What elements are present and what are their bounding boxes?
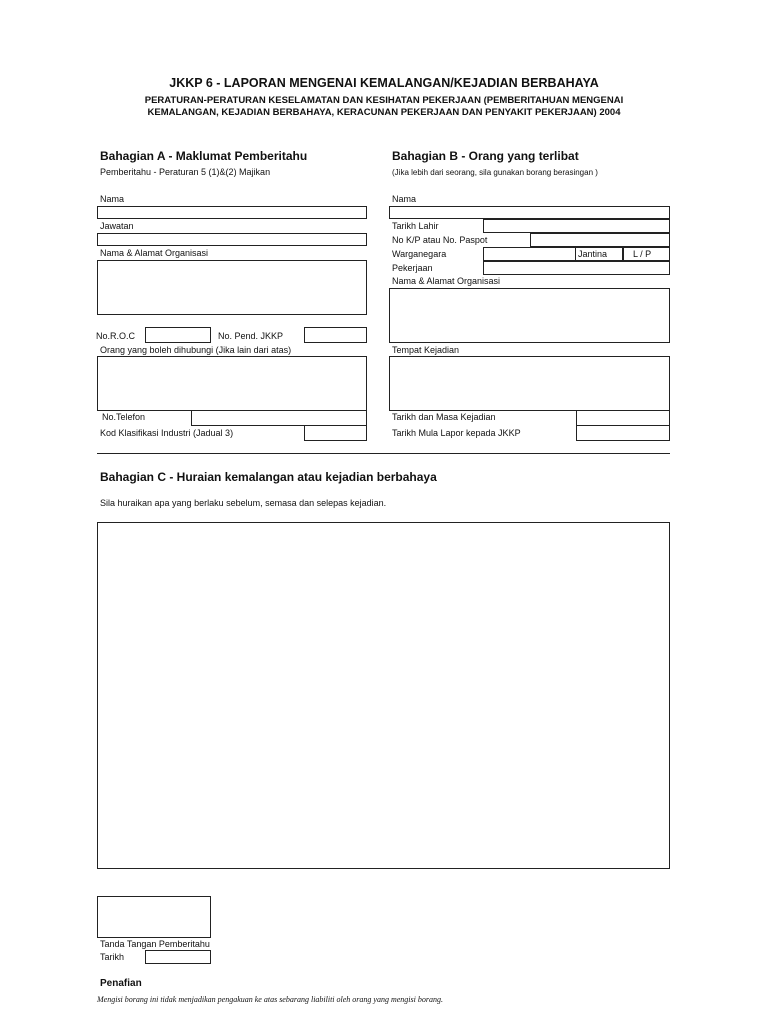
label-tanda-tangan: Tanda Tangan Pemberitahu bbox=[100, 939, 210, 949]
orang-dihubungi-field[interactable] bbox=[97, 356, 367, 411]
pekerjaan-field[interactable] bbox=[483, 261, 670, 275]
kod-klasifikasi-field[interactable] bbox=[304, 425, 367, 441]
section-a-note: Pemberitahu - Peraturan 5 (1)&(2) Majikan bbox=[100, 167, 271, 177]
no-kp-field[interactable] bbox=[530, 233, 670, 247]
label-jawatan: Jawatan bbox=[100, 221, 134, 231]
label-jantina: Jantina bbox=[578, 249, 608, 259]
jawatan-field[interactable] bbox=[97, 233, 367, 246]
no-roc-field[interactable] bbox=[145, 327, 211, 343]
label-tarikh-masa: Tarikh dan Masa Kejadian bbox=[392, 412, 496, 422]
signature-box[interactable] bbox=[97, 896, 211, 938]
tarikh-masa-field[interactable] bbox=[576, 410, 670, 426]
label-no-kp: No K/P atau No. Paspot bbox=[392, 235, 488, 245]
label-warganegara: Warganegara bbox=[392, 249, 447, 259]
label-kod-klasifikasi: Kod Klasifikasi Industri (Jadual 3) bbox=[100, 428, 234, 438]
label-tarikh-lahir: Tarikh Lahir bbox=[392, 221, 439, 231]
huraian-textarea[interactable] bbox=[97, 522, 670, 869]
form-subtitle-line2: KEMALANGAN, KEJADIAN BERBAHAYA, KERACUNAN PEKERJAAN DAN PENYAKIT PEKERJAAN) 2004 bbox=[147, 107, 621, 118]
disclaimer-heading: Penafian bbox=[100, 978, 142, 989]
form-title: JKKP 6 - LAPORAN MENGENAI KEMALANGAN/KEJADIAN BERBAHAYA bbox=[169, 76, 599, 90]
no-pend-jkkp-field[interactable] bbox=[304, 327, 367, 343]
section-b-note: (Jika lebih dari seorang, sila gunakan borang berasingan ) bbox=[392, 168, 598, 177]
warganegara-field[interactable] bbox=[483, 247, 576, 261]
label-nama-a: Nama bbox=[100, 194, 125, 204]
section-b-heading: Bahagian B - Orang yang terlibat bbox=[392, 149, 579, 163]
nama-a-field[interactable] bbox=[97, 206, 367, 219]
section-divider bbox=[97, 453, 670, 454]
label-nama-alamat-a: Nama & Alamat Organisasi bbox=[100, 248, 209, 258]
label-no-roc: No.R.O.C bbox=[96, 331, 136, 341]
label-no-telefon: No.Telefon bbox=[102, 412, 146, 422]
label-nama-b: Nama bbox=[392, 194, 417, 204]
form-subtitle-line1: PERATURAN-PERATURAN KESELAMATAN DAN KESIHATAN PEKERJAAN (PEMBERITAHUAN MENGENAI bbox=[144, 95, 624, 106]
tarikh-field[interactable] bbox=[145, 950, 211, 964]
tempat-kejadian-field[interactable] bbox=[389, 356, 670, 411]
label-tempat-kejadian: Tempat Kejadian bbox=[392, 345, 460, 355]
label-orang-dihubungi: Orang yang boleh dihubungi (Jika lain dari atas) bbox=[100, 345, 292, 355]
nama-alamat-a-field[interactable] bbox=[97, 260, 367, 315]
label-pekerjaan: Pekerjaan bbox=[392, 263, 433, 273]
jantina-value: L / P bbox=[633, 249, 652, 259]
no-telefon-field[interactable] bbox=[191, 410, 367, 426]
tarikh-lapor-field[interactable] bbox=[576, 425, 670, 441]
nama-b-field[interactable] bbox=[389, 206, 670, 219]
section-a-heading: Bahagian A - Maklumat Pemberitahu bbox=[100, 149, 308, 163]
section-c-instruction: Sila huraikan apa yang berlaku sebelum, semasa dan selepas kejadian. bbox=[100, 498, 387, 508]
disclaimer-text: Mengisi borang ini tidak menjadikan pengakuan ke atas sebarang liabiliti oleh orang yang mengisi borang. bbox=[97, 995, 443, 1004]
label-tarikh: Tarikh bbox=[100, 952, 125, 962]
section-c-heading: Bahagian C - Huraian kemalangan atau kejadian berbahaya bbox=[100, 470, 437, 484]
label-tarikh-lapor: Tarikh Mula Lapor kepada JKKP bbox=[392, 428, 521, 438]
label-nama-alamat-b: Nama & Alamat Organisasi bbox=[392, 276, 501, 286]
label-no-pend-jkkp: No. Pend. JKKP bbox=[218, 331, 284, 341]
nama-alamat-b-field[interactable] bbox=[389, 288, 670, 343]
tarikh-lahir-field[interactable] bbox=[483, 219, 670, 233]
